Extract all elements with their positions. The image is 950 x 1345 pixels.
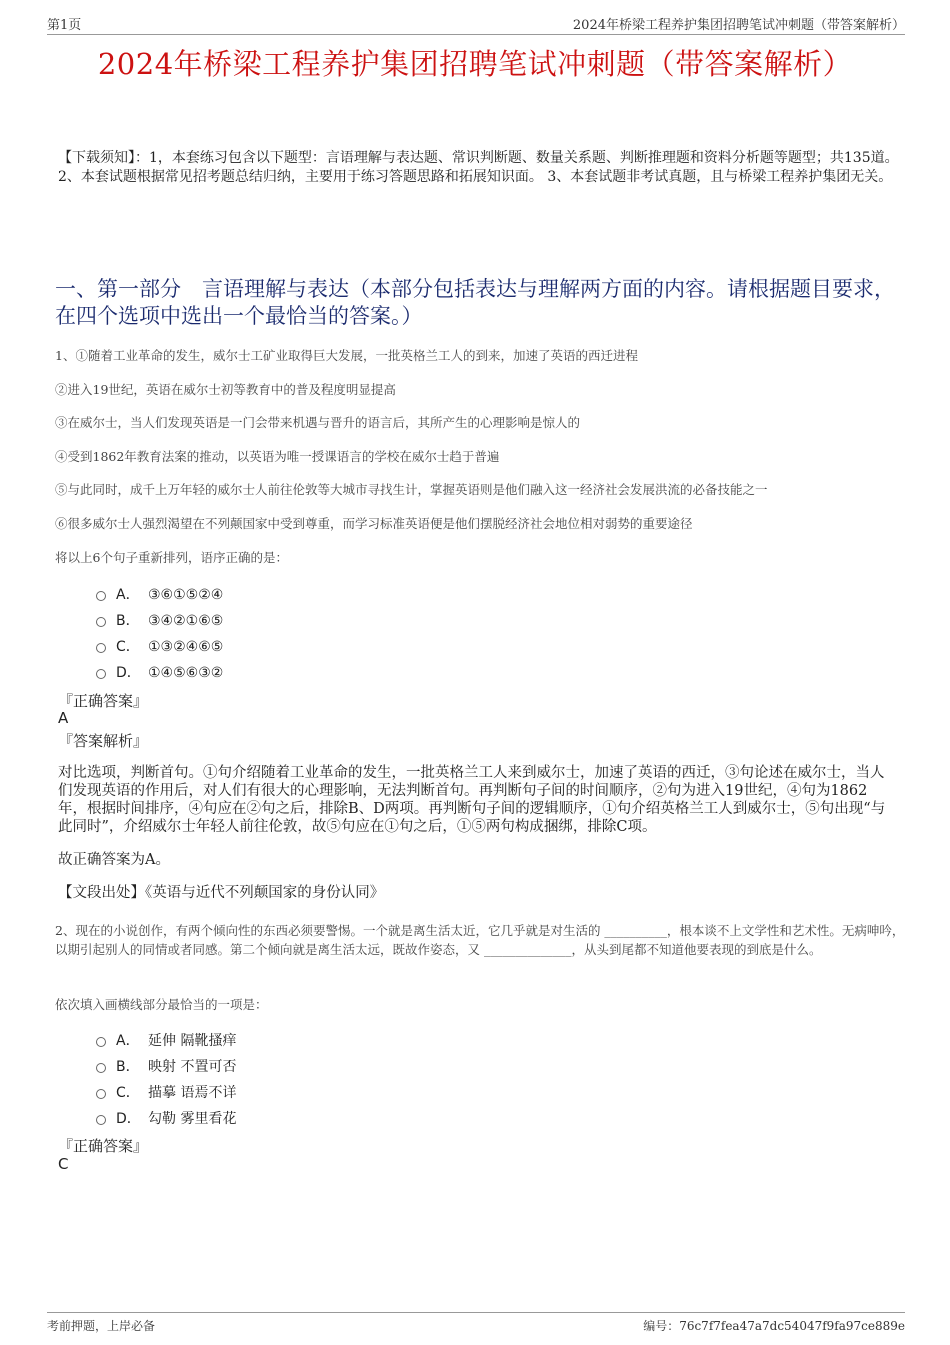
q1-sentence-6: ⑥很多威尔士人强烈渴望在不列颠国家中受到尊重，而学习标准英语便是他们摆脱经济社会地位相对弱势的重要途径: [55, 516, 693, 531]
radio-icon[interactable]: [96, 591, 106, 601]
option-letter: C．: [116, 1085, 140, 1101]
q1-option-b[interactable]: [96, 610, 223, 630]
q1-option-d[interactable]: [96, 662, 223, 682]
option-letter: C．: [116, 639, 140, 655]
option-letter: A．: [116, 1033, 140, 1049]
option-text: ①④⑤⑥③②: [148, 665, 224, 681]
footer-slogan: 考前押题，上岸必备: [47, 1319, 156, 1333]
radio-icon[interactable]: [96, 1063, 106, 1073]
option-letter: D．: [116, 665, 141, 681]
q1-answer-tag: 『正确答案』: [58, 692, 149, 710]
option-text: 延伸 隔靴搔痒: [148, 1033, 237, 1049]
q1-sentence-4: ④受到1862年教育法案的推动，以英语为唯一授课语言的学校在威尔士趋于普遍: [55, 449, 500, 464]
option-text: ③⑥①⑤②④: [148, 587, 224, 603]
page-footer: [47, 1312, 905, 1337]
radio-icon[interactable]: [96, 669, 106, 679]
document-title: 2024年桥梁工程养护集团招聘笔试冲刺题（带答案解析）: [97, 47, 853, 81]
option-text: ③④②①⑥⑤: [148, 613, 224, 629]
page-header: [47, 12, 905, 35]
option-letter: B．: [116, 1059, 140, 1075]
q1-sentence-2: ②进入19世纪，英语在威尔士初等教育中的普及程度明显提高: [55, 382, 396, 397]
q2-option-a[interactable]: [96, 1030, 236, 1050]
option-text: 描摹 语焉不详: [148, 1085, 237, 1101]
option-text: 勾勒 雾里看花: [148, 1111, 237, 1127]
q1-sentence-5: ⑤与此同时，成千上万年轻的威尔士人前往伦敦等大城市寻找生计，掌握英语则是他们融入这一经济社会发展洪流的必备技能之一: [55, 482, 768, 497]
q1-option-a[interactable]: [96, 584, 223, 604]
q1-option-c[interactable]: [96, 636, 223, 656]
q2-answer: C: [58, 1155, 69, 1173]
q2-option-c[interactable]: [96, 1082, 236, 1102]
q1-answer: A: [58, 709, 69, 727]
option-letter: A．: [116, 587, 140, 603]
radio-icon[interactable]: [96, 643, 106, 653]
footer-doc-id: 编号：76c7f7fea47a7dc54047f9fa97ce889e: [643, 1319, 905, 1333]
q2-option-b[interactable]: [96, 1056, 236, 1076]
header-doc-title: 2024年桥梁工程养护集团招聘笔试冲刺题（带答案解析）: [572, 18, 905, 33]
option-letter: D．: [116, 1111, 141, 1127]
option-text: 映射 不置可否: [148, 1059, 237, 1075]
page-number: 第1页: [47, 18, 82, 33]
q2-answer-tag: 『正确答案』: [58, 1137, 149, 1155]
radio-icon[interactable]: [96, 1115, 106, 1125]
q1-sentence-1: 1、①随着工业革命的发生，威尔士工矿业取得巨大发展，一批英格兰工人的到来，加速了英语的西迁进程: [55, 348, 638, 363]
radio-icon[interactable]: [96, 1037, 106, 1047]
section-title: 一、第一部分 言语理解与表达（本部分包括表达与理解两方面的内容。请根据题目要求，在四个选项中选出一个最恰当的答案。）: [55, 277, 895, 328]
option-text: ①③②④⑥⑤: [148, 639, 224, 655]
q2-option-d[interactable]: [96, 1108, 236, 1128]
q2-prompt: 依次填入画横线部分最恰当的一项是：: [55, 997, 268, 1012]
radio-icon[interactable]: [96, 617, 106, 627]
radio-icon[interactable]: [96, 1089, 106, 1099]
q1-prompt: 将以上6个句子重新排列，语序正确的是：: [55, 550, 288, 565]
download-notice: 【下载须知】：1，本套练习包含以下题型：言语理解与表达题、常识判断题、数量关系题、判断推理题和资料分析题等题型；共135道。 2、本套试题根据常见招考题总结归纳，主要用于练习答题思路和拓展知识面。 3、本套试题非考试真题，且与桥梁工程养护集团无关。: [58, 150, 899, 185]
q1-sentence-3: ③在威尔士，当人们发现英语是一门会带来机遇与晋升的语言后，其所产生的心理影响是惊人的: [55, 415, 581, 430]
option-letter: B．: [116, 613, 140, 629]
q1-source: 【文段出处】《英语与近代不列颠国家的身份认同》: [58, 885, 385, 901]
q1-analysis-tag: 『答案解析』: [58, 732, 149, 750]
q1-conclusion: 故正确答案为A。: [58, 852, 170, 868]
q1-analysis: 对比选项，判断首句。①句介绍随着工业革命的发生，一批英格兰工人来到威尔士，加速了英语的西迁，③句论述在威尔士，当人们发现英语的作用后，对人们有很大的心理影响，无法判断首句。再判断句子间的时间顺序，②句为进入19世纪，④句为1862年，根据时间排序，④句应在②句之后，排除B、D两项。再判断句子间的逻辑顺序，①句介绍英格兰工人到威尔士，⑤句出现“与此同时”，介绍威尔士年轻人前往伦敦，故⑤句应在①句之后，①⑤两句构成捆绑，排除C项。: [58, 765, 886, 835]
q2-stem: 2、现在的小说创作，有两个倾向性的东西必须要警惕。一个就是离生活太近，它几乎就是对生活的 __________，根本谈不上文学性和艺术性。无病呻吟，以期引起别人的同情或者同感。第二个倾向就是离生活太远，既故作姿态，又 ______________，从头到尾都不知道他要表现的到底是什么。: [55, 923, 905, 957]
